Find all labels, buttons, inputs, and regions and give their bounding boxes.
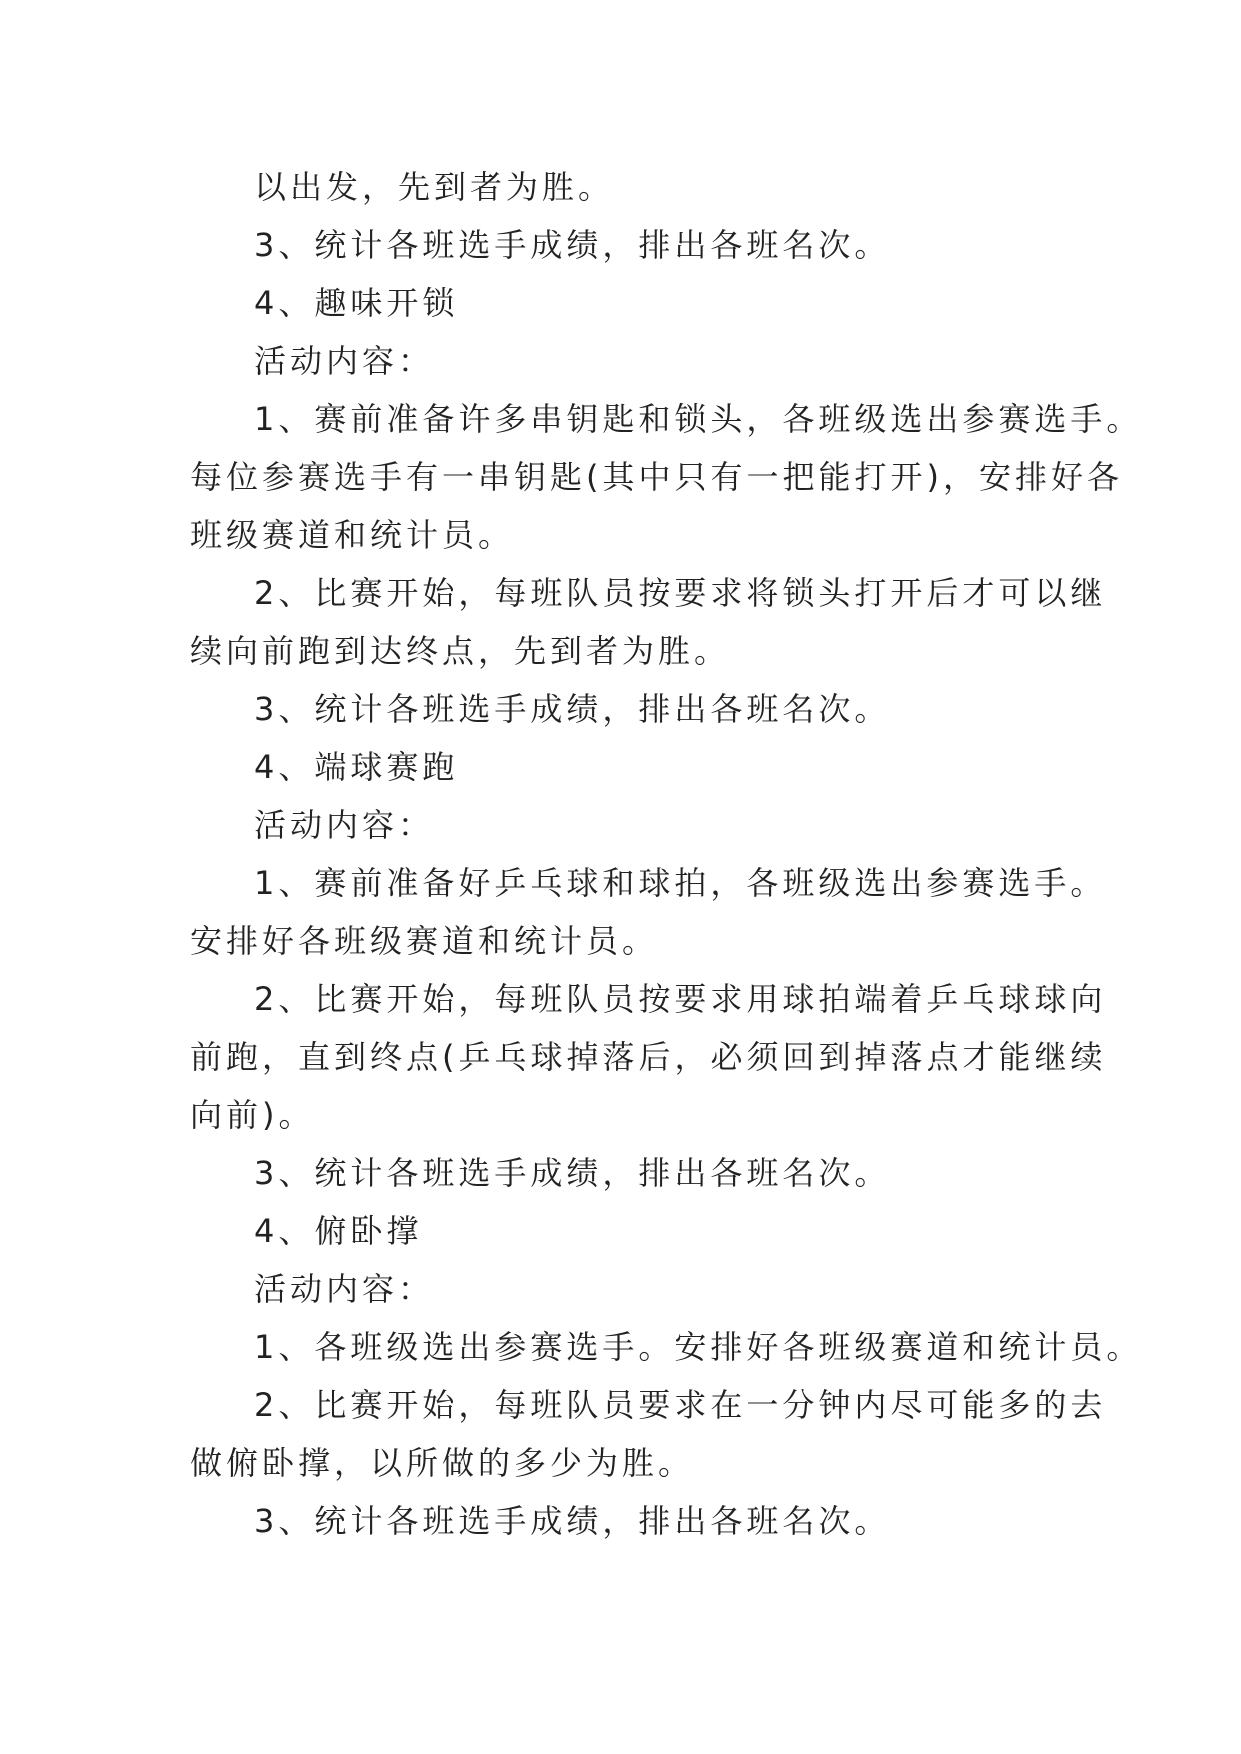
paragraph	[190, 216, 1070, 274]
paragraph	[190, 680, 1070, 738]
paragraph	[190, 854, 1107, 970]
text-line: 班级赛道和统计员。	[190, 516, 515, 554]
text-line: 做俯卧撑，以所做的多少为胜。	[190, 1444, 695, 1482]
text-line: 以出发，先到者为胜。	[254, 168, 615, 206]
document-body	[190, 158, 1143, 1550]
text-line: 1、各班级选出参赛选手。安排好各班级赛道和统计员。	[254, 1328, 1143, 1366]
text-line: 前跑，直到终点(乒乓球掉落后，必须回到掉落点才能继续	[190, 1038, 1107, 1076]
paragraph	[190, 738, 1070, 796]
paragraph	[190, 1260, 1070, 1318]
text-line: 续向前跑到达终点，先到者为胜。	[190, 632, 731, 670]
paragraph	[190, 796, 1070, 854]
paragraph	[190, 1492, 1070, 1550]
text-line: 2、比赛开始，每班队员要求在一分钟内尽可能多的去	[254, 1386, 1107, 1424]
text-line: 2、比赛开始，每班队员按要求将锁头打开后才可以继	[254, 574, 1107, 612]
text-line: 4、趣味开锁	[254, 284, 459, 322]
paragraph	[190, 1144, 1070, 1202]
text-line: 活动内容：	[254, 806, 435, 844]
paragraph	[190, 158, 1070, 216]
text-line: 4、俯卧撑	[254, 1212, 423, 1250]
text-line: 3、统计各班选手成绩，排出各班名次。	[254, 226, 891, 264]
paragraph	[190, 390, 1143, 564]
text-line: 安排好各班级赛道和统计员。	[190, 922, 659, 960]
text-line: 3、统计各班选手成绩，排出各班名次。	[254, 1502, 891, 1540]
paragraph	[190, 274, 1070, 332]
text-line: 1、赛前准备好乒乓球和球拍，各班级选出参赛选手。	[254, 864, 1107, 902]
text-line: 活动内容：	[254, 342, 435, 380]
paragraph	[190, 332, 1070, 390]
text-line: 1、赛前准备许多串钥匙和锁头，各班级选出参赛选手。	[254, 400, 1143, 438]
paragraph	[190, 1318, 1143, 1376]
paragraph	[190, 970, 1107, 1144]
paragraph	[190, 564, 1107, 680]
text-line: 2、比赛开始，每班队员按要求用球拍端着乒乓球球向	[254, 980, 1107, 1018]
paragraph	[190, 1376, 1107, 1492]
text-line: 3、统计各班选手成绩，排出各班名次。	[254, 690, 891, 728]
text-line: 4、端球赛跑	[254, 748, 459, 786]
text-line: 活动内容：	[254, 1270, 435, 1308]
text-line: 每位参赛选手有一串钥匙(其中只有一把能打开)，安排好各	[190, 458, 1123, 496]
text-line: 向前)。	[190, 1096, 315, 1134]
paragraph	[190, 1202, 1070, 1260]
text-line: 3、统计各班选手成绩，排出各班名次。	[254, 1154, 891, 1192]
